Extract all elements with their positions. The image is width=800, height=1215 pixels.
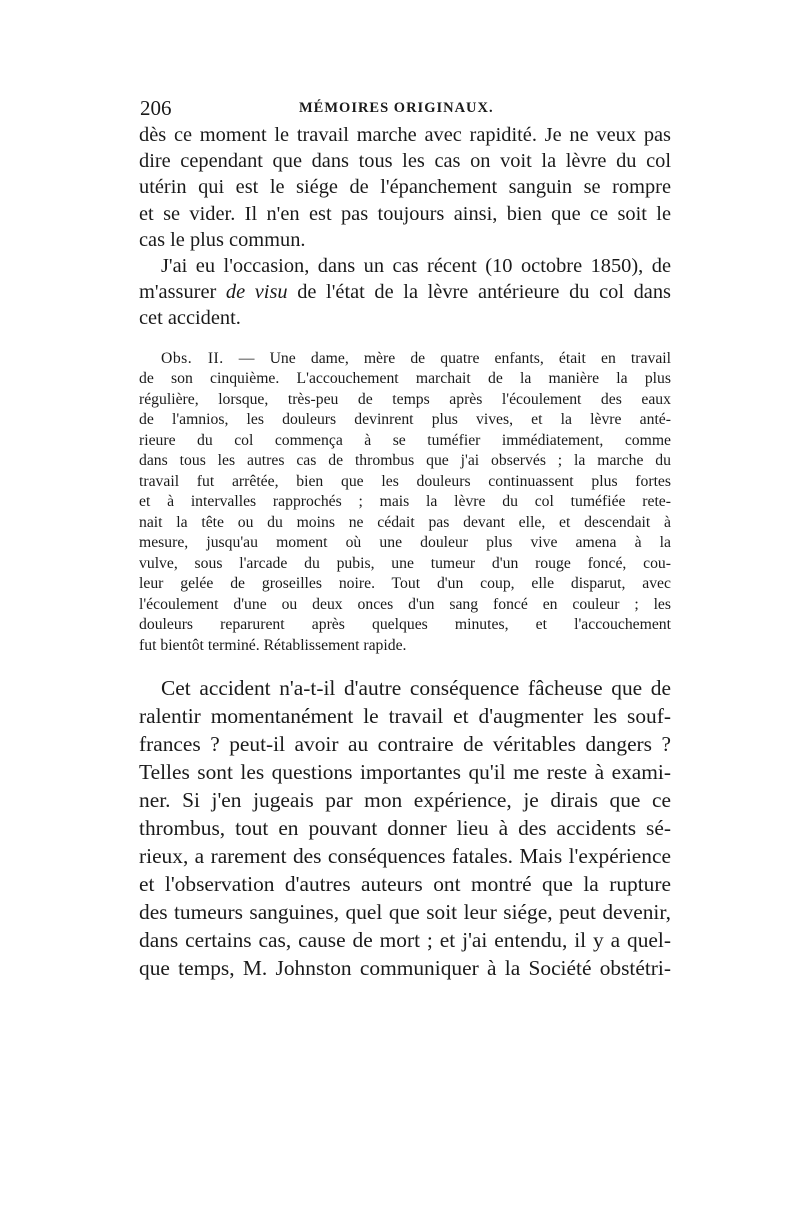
text-line: cas le plus commun. — [139, 228, 306, 251]
paragraph-3 — [139, 674, 671, 982]
text-line: régulière, lorsque, très-peu de temps après l'écoulement des eaux — [139, 390, 671, 408]
text-line: douleurs reparurent après quelques minutes, et l'accouchement — [139, 616, 671, 634]
text-line: leur gelée de groseilles noire. Tout d'un coup, elle disparut, avec — [139, 575, 671, 593]
text-line: des tumeurs sanguines, quel que soit leur siége, peut devenir, — [139, 900, 671, 925]
text-line: et à intervalles rapprochés ; mais la lèvre du col tuméfiée rete- — [139, 493, 671, 511]
observation-first-line — [139, 349, 671, 370]
text-line: rieure du col commença à se tuméfier immédiatement, comme — [139, 431, 671, 449]
text-line: dans tous les autres cas de thrombus que j'ai observés ; la marche du — [139, 452, 671, 470]
text-run: — Une dame, mère de quatre enfants, était en travail — [223, 349, 671, 367]
text-line: que temps, M. Johnston communiquer à la Société obstétri- — [139, 956, 671, 981]
text-line: de l'amnios, les douleurs devinrent plus vives, et la lèvre anté- — [139, 411, 671, 429]
text-line: ner. Si j'en jugeais par mon expérience, je dirais que ce — [139, 788, 671, 813]
running-title: MÉMOIRES ORIGINAUX. — [299, 100, 494, 116]
text-line: mesure, jusqu'au moment où une douleur plus vive amena à la — [139, 534, 671, 552]
page-header — [139, 96, 671, 122]
observation-label: Obs. II. — [161, 349, 224, 367]
text-run: de l'état de la lèvre antérieure du col dans — [287, 281, 671, 304]
text-line: travail fut arrêtée, bien que les douleurs continuassent plus fortes — [139, 472, 671, 490]
text-line: de son cinquième. L'accouchement marchait de la manière la plus — [139, 370, 671, 388]
paragraph-2 — [139, 253, 671, 332]
text-line: thrombus, tout en pouvant donner lieu à des accidents sé- — [139, 816, 671, 841]
section-gap — [139, 656, 671, 674]
text-line: dans certains cas, cause de mort ; et j'ai entendu, il y a quel- — [139, 928, 671, 953]
text-line: frances ? peut-il avoir au contraire de véritables dangers ? — [139, 732, 671, 757]
text-line: dire cependant que dans tous les cas on voit la lèvre du col — [139, 150, 671, 173]
text-line: rieux, a rarement des conséquences fatales. Mais l'expérience — [139, 844, 671, 869]
text-line: fut bientôt terminé. Rétablissement rapide. — [139, 636, 407, 654]
text-line: Telles sont les questions importantes qu'il me reste à exami- — [139, 760, 671, 785]
text-line: et l'observation d'autres auteurs ont montré que la rupture — [139, 872, 671, 897]
observation-block — [139, 349, 671, 657]
text-line: ralentir momentanément le travail et d'augmenter les souf- — [139, 704, 671, 729]
text-line: utérin qui est le siége de l'épanchement sanguin se rompre — [139, 176, 671, 199]
text-line: nait la tête ou du moins ne cédait pas devant elle, et descendait à — [139, 513, 671, 531]
text-line: dès ce moment le travail marche avec rapidité. Je ne veux pas — [139, 124, 671, 146]
paragraph-1 — [139, 122, 671, 253]
text-run: m'assurer — [139, 281, 226, 304]
text-line: J'ai eu l'occasion, dans un cas récent (10 octobre 1850), de — [161, 255, 671, 278]
italic-phrase: de visu — [225, 281, 288, 304]
text-line: et se vider. Il n'en est pas toujours ainsi, bien que ce soit le — [139, 202, 671, 225]
page-number: 206 — [140, 96, 172, 120]
text-line: l'écoulement d'une ou deux onces d'un sang foncé en couleur ; les — [139, 595, 671, 613]
text-line: cet accident. — [139, 307, 241, 330]
text-line: Cet accident n'a-t-il d'autre conséquence fâcheuse que de — [161, 676, 671, 701]
text-line-with-italic — [139, 279, 671, 305]
book-page — [139, 96, 671, 982]
text-line: vulve, sous l'arcade du pubis, une tumeur d'un rouge foncé, cou- — [139, 554, 671, 572]
